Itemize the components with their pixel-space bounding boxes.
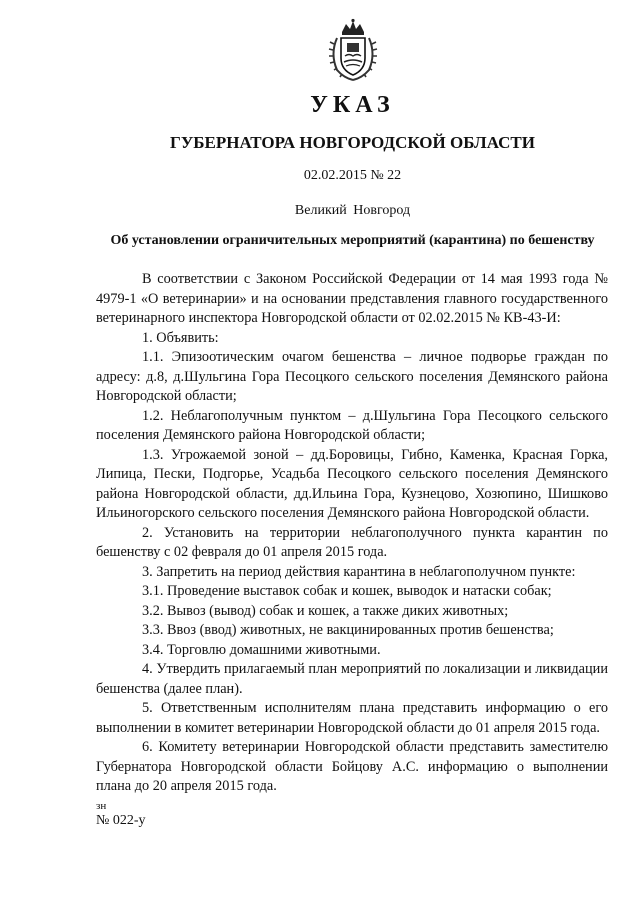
footer: [96, 800, 146, 830]
paragraph-preamble: В соответствии с Законом Российской Федерации от 14 мая 1993 года № 4979-1 «О ветеринарии» и на основании представления главного государственного ветеринарного инспектора Новгородской области от 02.02.2015 № КВ-43-И:: [96, 271, 608, 326]
paragraph-1-2: 1.2. Неблагополучным пунктом – д.Шульгина Гора Песоцкого сельского поселения Демянского района Новгородской области;: [96, 407, 608, 443]
document-number: № 022-у: [96, 813, 146, 828]
paragraph-3: 3. Запретить на период действия карантина в неблагополучном пункте:: [142, 563, 576, 580]
city: Великий Новгород: [294, 203, 411, 218]
decree-heading: Об установлении ограничительных мероприятий (карантина) по бешенству: [110, 233, 595, 248]
paragraph-4: 4. Утвердить прилагаемый план мероприятий по локализации и ликвидации бешенства (далее план).: [96, 661, 608, 697]
paragraph-1-3: 1.3. Угрожаемой зоной – дд.Боровицы, Гибно, Каменка, Красная Горка, Липица, Пески, Подгорье, Усадьба Песоцкого сельского поселения Демянского района Новгородской области, дд.Ильина Гора, Кузнецово, Хозюпино, Шишково Ильиногорского сельского поселения Демянского района Новгородской области.: [96, 446, 608, 521]
date-number: 02.02.2015 № 22: [303, 168, 402, 183]
paragraph-1: 1. Объявить:: [142, 329, 219, 346]
novgorod-coat-of-arms-icon: [328, 18, 378, 82]
decree-title: УКАЗ: [310, 92, 395, 118]
paragraph-3-3: 3.3. Ввоз (ввод) животных, не вакцинированных против бешенства;: [142, 622, 554, 638]
paragraph-5: 5. Ответственным исполнителям плана представить информацию о его выполнении в комитет ветеринарии Новгородской области до 01 апреля 2015 года.: [96, 700, 608, 736]
paragraph-3-1: 3.1. Проведение выставок собак и кошек, выводок и натаски собак;: [142, 583, 552, 599]
author-initials: зн: [96, 800, 107, 812]
paragraph-1-1: 1.1. Эпизоотическим очагом бешенства – личное подворье граждан по адресу: д.8, д.Шульгина Гора Песоцкого сельского поселения Демянского района Новгородской области;: [96, 349, 608, 404]
paragraph-6: 6. Комитету ветеринарии Новгородской области представить заместителю Губернатора Новгородской области Бойцову А.С. информацию о выполнении плана до 20 апреля 2015 года.: [96, 739, 608, 794]
paragraph-2: 2. Установить на территории неблагополучного пункта карантин по бешенству с 02 февраля до 01 апреля 2015 года.: [96, 524, 608, 560]
paragraph-3-2: 3.2. Вывоз (вывод) собак и кошек, а также диких животных;: [142, 602, 509, 619]
decree-body: [96, 270, 608, 797]
paragraph-3-4: 3.4. Торговлю домашними животными.: [142, 641, 381, 658]
issuer-title: ГУБЕРНАТОРА НОВГОРОДСКОЙ ОБЛАСТИ: [170, 133, 535, 152]
